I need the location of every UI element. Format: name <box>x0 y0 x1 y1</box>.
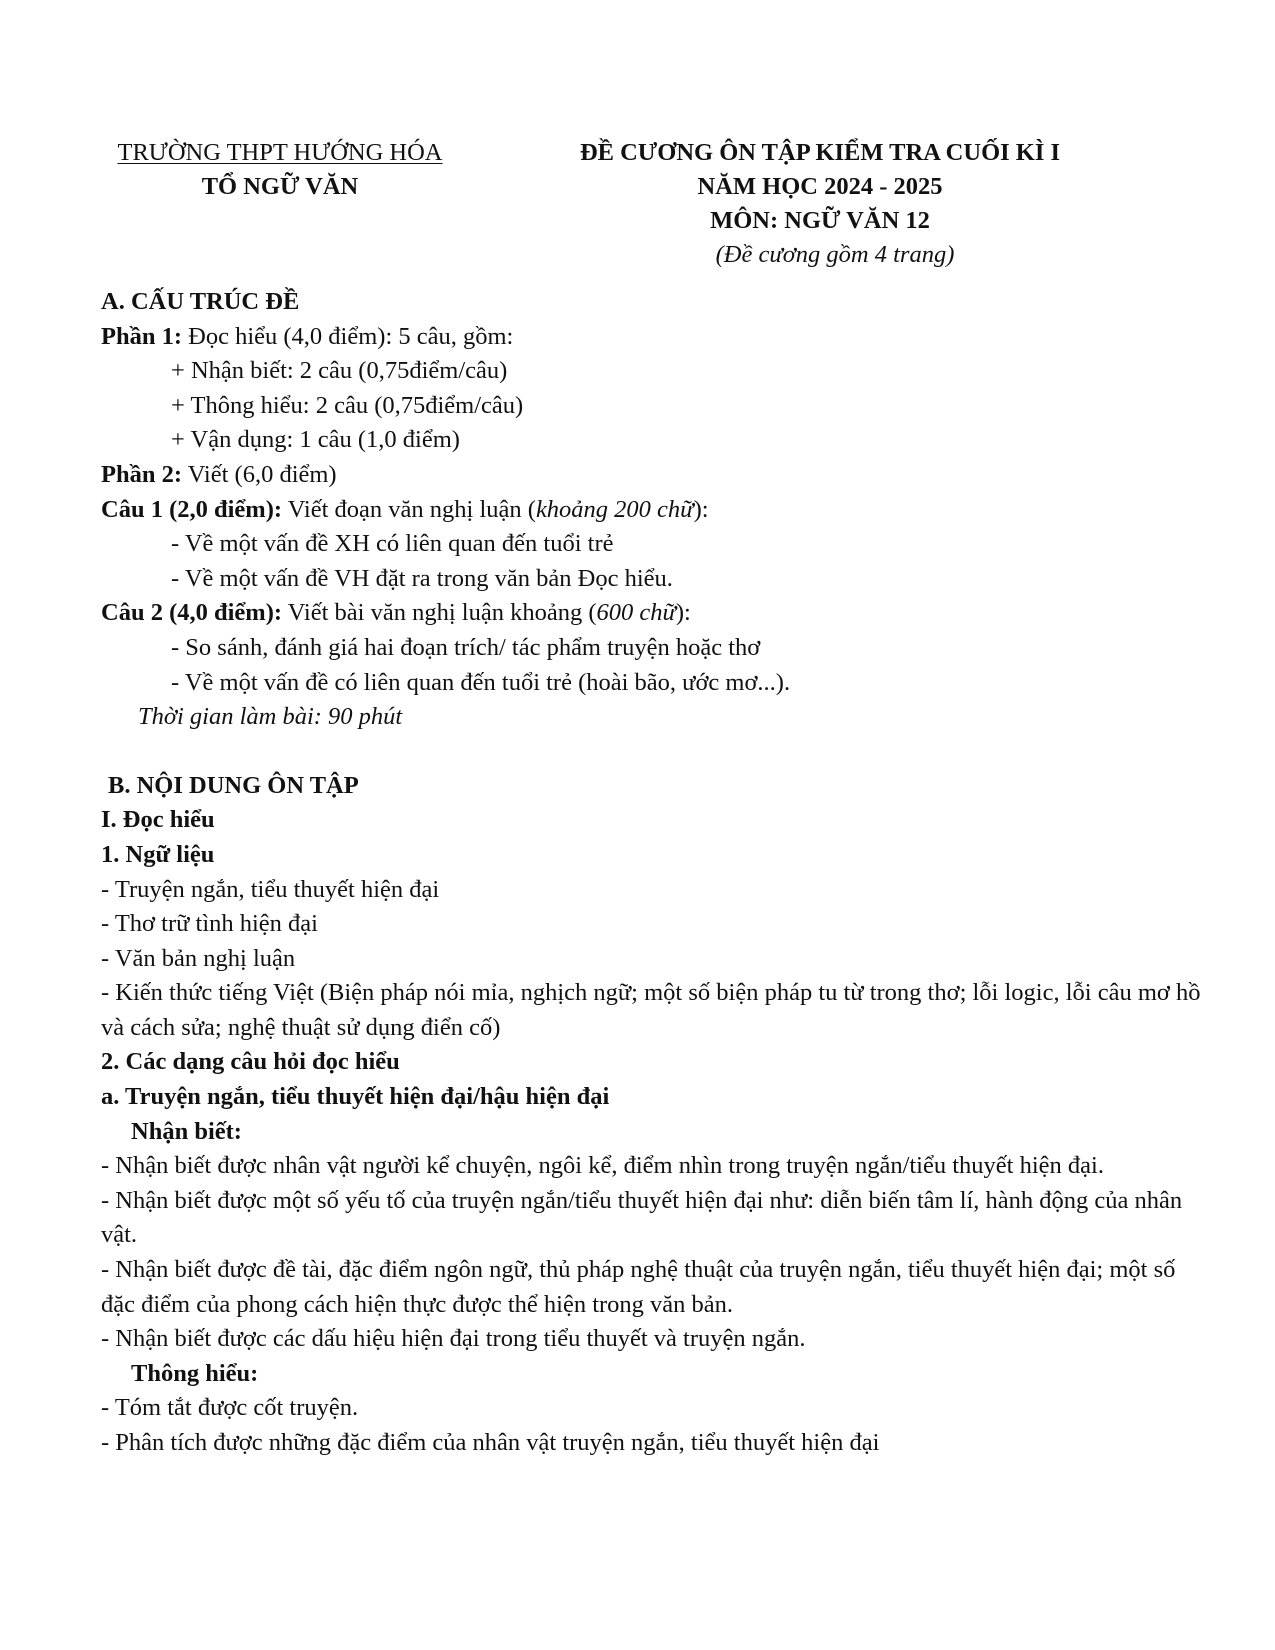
question2-item: - Về một vấn đề có liên quan đến tuổi trẻ (hoài bão, ước mơ...). <box>171 668 791 696</box>
question2-item: - So sánh, đánh giá hai đoạn trích/ tác phẩm truyện hoặc thơ <box>171 633 761 661</box>
header-right <box>560 136 1080 272</box>
part1-line <box>101 320 1201 355</box>
question2-text: Viết bài văn nghị luận khoảng ( <box>282 599 597 627</box>
recognize-item: - Nhận biết được nhân vật người kể chuyện, ngôi kể, điểm nhìn trong truyện ngắn/tiểu thuyết hiện đại. <box>101 1152 1104 1180</box>
subsection-question-types: 2. Các dạng câu hỏi đọc hiểu <box>101 1048 400 1076</box>
material-item: - Thơ trữ tình hiện đại <box>101 910 318 938</box>
question2-line <box>101 596 1201 631</box>
document-title: ĐỀ CƯƠNG ÔN TẬP KIỂM TRA CUỐI KÌ I <box>579 139 1061 166</box>
part2-text: Viết (6,0 điểm) <box>182 460 337 488</box>
material-item: - Kiến thức tiếng Việt (Biện pháp nói mỉa, nghịch ngữ; một số biện pháp tu từ trong thơ; lỗi logic, lỗi câu mơ hồ và cách sửa; nghệ thuật sử dụng điển cố) <box>101 979 1201 1041</box>
question2-length: 600 chữ <box>596 599 676 627</box>
question1-label: Câu 1 (2,0 điểm): <box>101 495 283 523</box>
subsection-short-story: a. Truyện ngắn, tiểu thuyết hiện đại/hậu hiện đại <box>101 1083 610 1111</box>
subject: MÔN: NGỮ VĂN 12 <box>710 207 930 234</box>
school-name: TRƯỜNG THPT HƯỚNG HÓA <box>117 139 443 166</box>
recognize-item: - Nhận biết được các dấu hiệu hiện đại trong tiểu thuyết và truyện ngắn. <box>101 1325 806 1353</box>
question2-text-end: ): <box>675 599 691 627</box>
material-item: - Văn bản nghị luận <box>101 944 296 972</box>
understand-item: - Tóm tắt được cốt truyện. <box>101 1394 359 1422</box>
part1-text: Đọc hiểu (4,0 điểm): 5 câu, gồm: <box>182 322 514 350</box>
question1-text-end: ): <box>693 495 709 523</box>
understand-item: - Phân tích được những đặc điểm của nhân vật truyện ngắn, tiểu thuyết hiện đại <box>101 1429 880 1456</box>
question1-line <box>101 493 1201 528</box>
understand-label: Thông hiểu: <box>131 1359 259 1387</box>
part1-label: Phần 1: <box>101 322 183 350</box>
material-item: - Truyện ngắn, tiểu thuyết hiện đại <box>101 875 440 903</box>
subsection-reading: I. Đọc hiểu <box>101 806 215 834</box>
document-body <box>101 285 1201 1461</box>
header-left <box>100 136 460 204</box>
question1-item: - Về một vấn đề XH có liên quan đến tuổi trẻ <box>171 530 614 558</box>
section-a-heading: A. CẤU TRÚC ĐỀ <box>101 288 300 315</box>
question2-label: Câu 2 (4,0 điểm): <box>101 599 283 627</box>
part1-item: + Thông hiểu: 2 câu (0,75điểm/câu) <box>171 391 524 419</box>
part1-item: + Vận dụng: 1 câu (1,0 điểm) <box>171 426 460 454</box>
exam-time: Thời gian làm bài: 90 phút <box>138 703 403 731</box>
recognize-item: - Nhận biết được một số yếu tố của truyện ngắn/tiểu thuyết hiện đại như: diễn biến tâm lí, hành động của nhân vật. <box>101 1186 1183 1249</box>
part2-line <box>101 458 1201 493</box>
section-b-heading: B. NỘI DUNG ÔN TẬP <box>108 771 359 799</box>
question1-item: - Về một vấn đề VH đặt ra trong văn bản Đọc hiểu. <box>171 564 673 592</box>
question1-text: Viết đoạn văn nghị luận ( <box>282 495 536 523</box>
subsection-materials: 1. Ngữ liệu <box>101 840 215 868</box>
part1-item: + Nhận biết: 2 câu (0,75điểm/câu) <box>171 357 508 385</box>
pages-note: (Đề cương gồm 4 trang) <box>715 241 955 268</box>
school-year: NĂM HỌC 2024 - 2025 <box>697 173 943 200</box>
recognize-item: - Nhận biết được đề tài, đặc điểm ngôn ngữ, thủ pháp nghệ thuật của truyện ngắn, tiểu thuyết hiện đại; một số đặc điểm của phong cách hiện thực được thể hiện trong văn bản. <box>101 1256 1176 1318</box>
part2-label: Phần 2: <box>101 460 183 488</box>
spacer <box>101 735 1201 769</box>
recognize-label: Nhận biết: <box>131 1117 242 1145</box>
question1-length: khoảng 200 chữ <box>535 495 694 523</box>
department-name: TỔ NGỮ VĂN <box>201 173 359 200</box>
